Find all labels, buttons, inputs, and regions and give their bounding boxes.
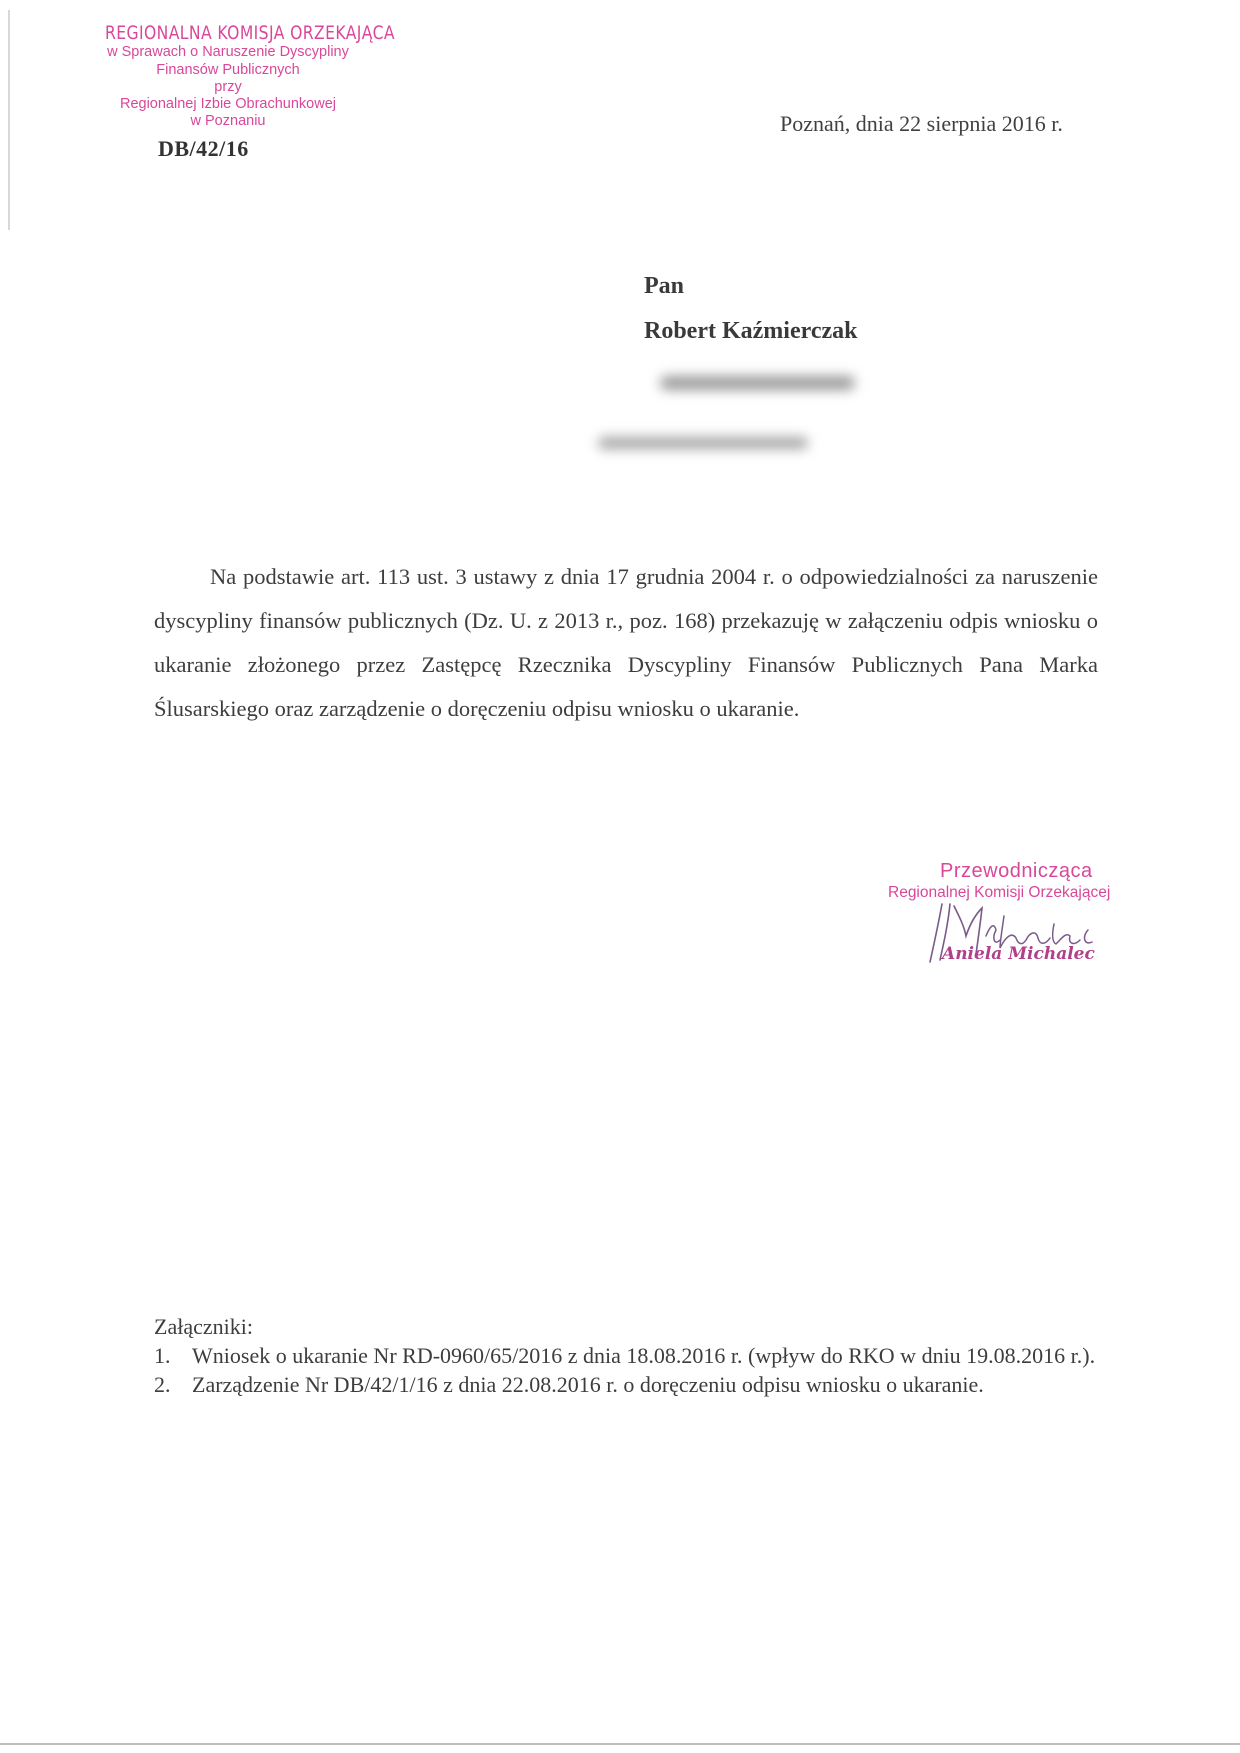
stamp-title: REGIONALNA KOMISJA ORZEKAJĄCA bbox=[105, 22, 395, 44]
redacted-address-line bbox=[598, 437, 808, 449]
stamp-line: w Sprawach o Naruszenie Dyscypliny bbox=[107, 44, 349, 61]
stamp-line: Finansów Publicznych bbox=[156, 61, 300, 78]
page-edge-bottom bbox=[0, 1743, 1240, 1745]
attachments-heading: Załączniki: bbox=[154, 1314, 253, 1339]
signature-title: Przewodnicząca bbox=[940, 860, 1093, 882]
letter-body: Na podstawie art. 113 ust. 3 ustawy z dnia 17 grudnia 2004 r. o odpowiedzialności za naruszenie dyscypliny finansów publicznych (Dz. U. z 2013 r., poz. 168) przekazuję w załączeniu odpis wniosku o ukaranie złożonego przez Zastępcę Rzecznika Dyscypliny Finansów Publicznych Pana Marka Ślusarskiego oraz zarządzenie o doręczeniu odpisu wniosku o ukaranie. bbox=[154, 564, 1098, 721]
stamp-line: przy bbox=[214, 78, 242, 95]
signature-name: Aniela Michalec bbox=[942, 944, 1095, 964]
stamp-line: Regionalnej Izbie Obrachunkowej bbox=[119, 95, 337, 112]
list-item-number: 1. bbox=[154, 1343, 171, 1368]
list-item-text: Wniosek o ukaranie Nr RD-0960/65/2016 z dnia 18.08.2016 r. (wpływ do RKO w dniu 19.08.2016 r.). bbox=[192, 1343, 1096, 1368]
stamp-line: w Poznaniu bbox=[190, 112, 266, 129]
list-item bbox=[154, 1341, 1098, 1370]
page-edge-left bbox=[8, 10, 10, 230]
institution-stamp bbox=[78, 22, 395, 130]
list-item-text: Zarządzenie Nr DB/42/1/16 z dnia 22.08.2016 r. o doręczeniu odpisu wniosku o ukaranie. bbox=[192, 1372, 984, 1397]
list-item-number: 2. bbox=[154, 1372, 171, 1397]
date-line: Poznań, dnia 22 sierpnia 2016 r. bbox=[780, 111, 1063, 136]
attachments-section bbox=[154, 1312, 1098, 1399]
case-number: DB/42/16 bbox=[158, 136, 249, 161]
recipient-salutation: Pan bbox=[644, 273, 685, 299]
attachments-list bbox=[154, 1341, 1098, 1399]
signature-subtitle: Regionalnej Komisji Orzekającej bbox=[888, 884, 1111, 901]
recipient-block bbox=[644, 273, 857, 345]
redacted-address-line bbox=[660, 376, 855, 390]
recipient-name: Robert Kaźmierczak bbox=[644, 318, 858, 344]
list-item bbox=[154, 1370, 1098, 1399]
